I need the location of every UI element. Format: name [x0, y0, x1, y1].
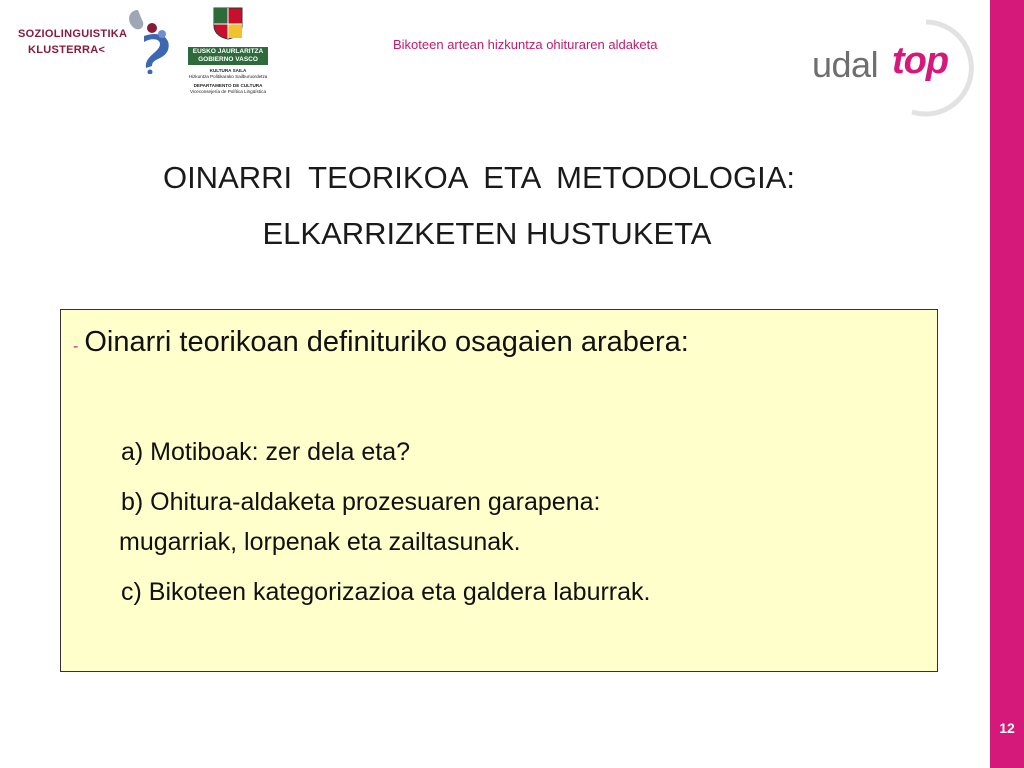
coat-of-arms-icon — [212, 6, 244, 40]
bullet-dash: - — [73, 338, 79, 355]
soziolinguistika-logo-text-2: KLUSTERRA< — [28, 44, 106, 56]
bullet-line — [73, 326, 689, 359]
content-box — [60, 309, 938, 672]
side-accent-bar — [990, 0, 1024, 768]
list-item-b: b) Ohitura-aldaketa prozesuaren garapena: — [121, 488, 601, 516]
soziolinguistika-logo-text-1: SOZIOLINGUISTIKA — [18, 28, 128, 40]
gobierno-vasco-banner-line1: EUSKO JAURLARITZA — [192, 48, 264, 55]
list-item-a: a) Motiboak: zer dela eta? — [121, 438, 411, 466]
gobierno-vasco-logo — [188, 6, 268, 98]
bullet-text: Oinarri teorikoan definituriko osagaien arabera: — [84, 326, 689, 358]
gobierno-vasco-sub-2: Hizkuntza Politikarako Sailburuordetza — [188, 74, 268, 79]
slide-title-line2: ELKARRIZKETEN HUSTUKETA — [262, 216, 712, 251]
soziolinguistika-mark-icon — [126, 8, 176, 74]
udaltop-logo — [806, 16, 978, 120]
gobierno-vasco-banner-line2: GOBIERNO VASCO — [198, 56, 258, 63]
soziolinguistika-logo — [14, 8, 174, 80]
gobierno-vasco-sub-4: Viceconsejería de Política Lingüística — [189, 89, 266, 94]
page-number: 12 — [999, 720, 1015, 736]
gobierno-vasco-sub-3: DEPARTAMENTO DE CULTURA — [193, 83, 263, 88]
udaltop-udal-text: udal — [812, 44, 879, 85]
slide-title-line1: OINARRI TEORIKOA ETA METODOLOGIA: — [162, 160, 796, 195]
list-item-c: c) Bikoteen kategorizazioa eta galdera laburrak. — [121, 578, 651, 606]
gobierno-vasco-sub-1: KULTURA SAILA — [209, 68, 247, 73]
gobierno-vasco-banner — [188, 47, 268, 65]
presentation-header-title: Bikoteen artean hizkuntza ohituraren aldaketa — [393, 37, 658, 52]
list-item-b-continued: mugarriak, lorpenak eta zailtasunak. — [119, 528, 521, 556]
udaltop-top-text: top — [892, 40, 949, 82]
